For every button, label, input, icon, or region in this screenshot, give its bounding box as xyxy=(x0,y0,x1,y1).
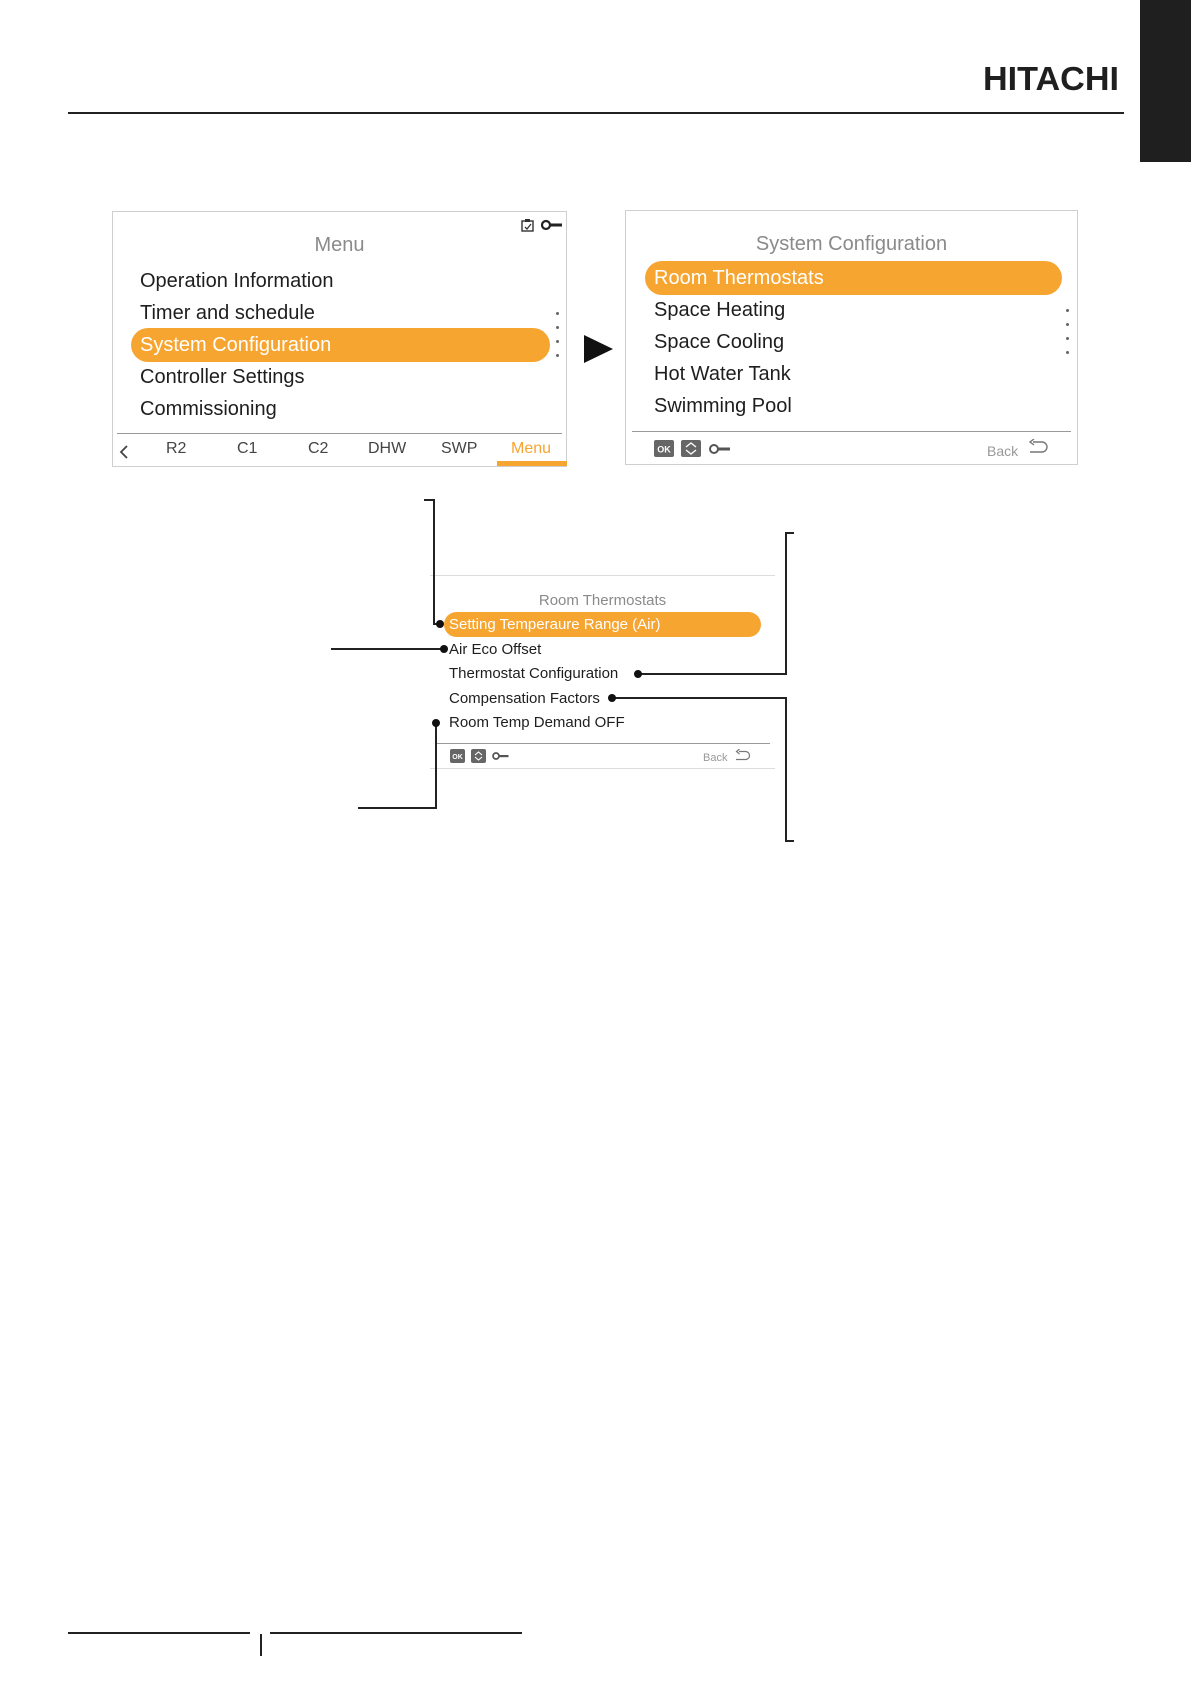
callout-dot xyxy=(608,694,616,702)
callout-dot xyxy=(634,670,642,678)
menu-item-air-eco-offset[interactable]: Air Eco Offset xyxy=(449,641,542,658)
svg-text:OK: OK xyxy=(657,444,671,455)
callout-dot xyxy=(432,719,440,727)
callout-line-thermostat-configuration xyxy=(638,533,794,674)
menu-item-operation-information[interactable]: Operation Information xyxy=(140,270,334,292)
system-configuration-title: System Configuration xyxy=(755,233,948,255)
callout-line-setting-temperature-range xyxy=(424,500,440,624)
back-label[interactable]: Back xyxy=(703,752,728,764)
room-thermostats-title: Room Thermostats xyxy=(538,592,667,609)
menu-item-hot-water-tank[interactable]: Hot Water Tank xyxy=(654,363,791,385)
menu-title: Menu xyxy=(314,234,365,256)
footer-rule-right xyxy=(270,1632,522,1634)
callout-dot xyxy=(436,620,444,628)
menu-item-setting-temperature-range[interactable]: Setting Temperaure Range (Air) xyxy=(444,612,761,637)
svg-text:HITACHI: HITACHI xyxy=(983,60,1119,96)
back-label[interactable]: Back xyxy=(987,443,1019,459)
menu-item-space-cooling[interactable]: Space Cooling xyxy=(654,331,785,353)
menu-item-compensation-factors[interactable]: Compensation Factors xyxy=(449,690,600,707)
menu-item-commissioning[interactable]: Commissioning xyxy=(140,398,277,420)
menu-item-space-heating[interactable]: Space Heating xyxy=(654,299,786,321)
menu-item-room-thermostats[interactable]: Room Thermostats xyxy=(645,261,1062,295)
menu-item-thermostat-configuration[interactable]: Thermostat Configuration xyxy=(449,665,619,682)
tab-swp[interactable]: SWP xyxy=(441,440,478,457)
menu-item-system-configuration[interactable]: System Configuration xyxy=(131,328,550,362)
tab-menu[interactable]: Menu xyxy=(511,440,552,457)
tab-c2[interactable]: C2 xyxy=(308,440,329,457)
tab-c1[interactable]: C1 xyxy=(237,440,258,457)
menu-item-swimming-pool[interactable]: Swimming Pool xyxy=(654,395,792,417)
footer-tick xyxy=(260,1634,262,1656)
menu-item-timer-and-schedule[interactable]: Timer and schedule xyxy=(140,302,315,324)
menu-item-controller-settings[interactable]: Controller Settings xyxy=(140,366,305,388)
footer-rule-left xyxy=(68,1632,250,1634)
tab-dhw[interactable]: DHW xyxy=(368,440,407,457)
callout-dot xyxy=(440,645,448,653)
svg-text:OK: OK xyxy=(452,754,463,761)
callout-line-compensation-factors xyxy=(612,698,794,841)
tab-r2[interactable]: R2 xyxy=(166,440,187,457)
callout-line-room-temp-demand-off xyxy=(358,723,436,808)
menu-item-room-temp-demand-off[interactable]: Room Temp Demand OFF xyxy=(449,714,625,731)
